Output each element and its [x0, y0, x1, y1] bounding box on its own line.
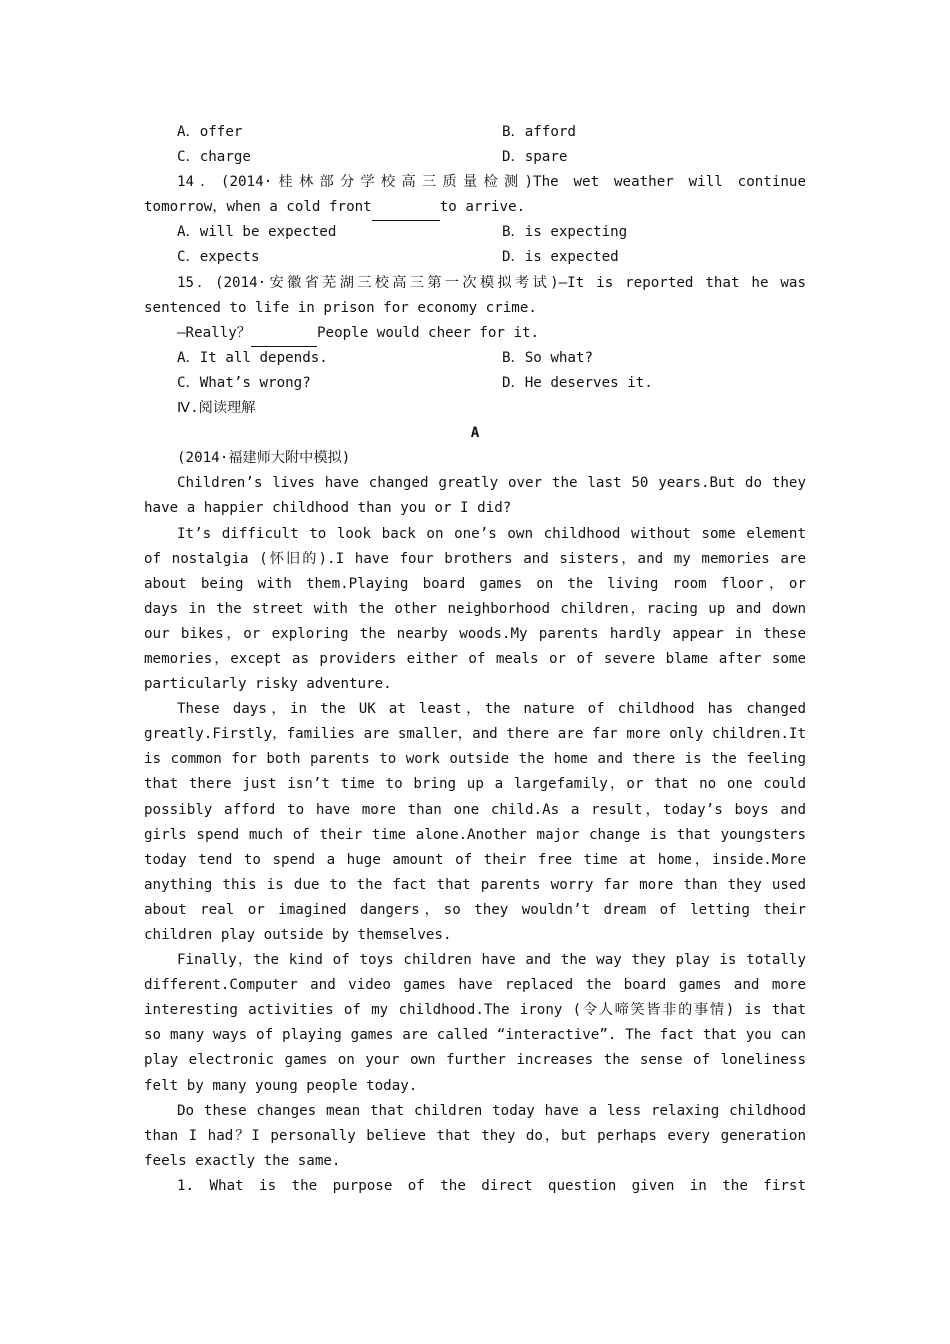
- paragraph-line: possibly afford to have more than one child.As a result，today’s boys and: [144, 801, 806, 818]
- paragraph-line: have a happier childhood than you or I did?: [144, 500, 512, 517]
- q14-options-row1: [144, 220, 806, 245]
- q15-option-d: D．He deserves it.: [502, 374, 653, 391]
- paragraph-line: different.Computer and video games have replaced the board games and more: [144, 977, 806, 994]
- q14-option-c: C．expects: [177, 249, 260, 266]
- document-page: [144, 120, 806, 1199]
- q14-option-b: B．is expecting: [502, 224, 628, 241]
- q14-stem-post: to arrive.: [439, 199, 526, 216]
- passage-paragraph: [144, 471, 806, 521]
- q15-option-a: A．It all depends.: [177, 349, 328, 366]
- q15-option-b: B．So what?: [502, 349, 594, 366]
- paragraph-line: about being with them.Playing board games on the living room floor，or: [144, 575, 806, 592]
- paragraph-line: Finally，the kind of toys children have and the way they play is totally: [177, 952, 806, 969]
- paragraph-line: particularly risky adventure.: [144, 676, 392, 693]
- paragraph-line: our bikes，or exploring the nearby woods.My parents hardly appear in these: [144, 625, 806, 642]
- q14-option-d: D．is expected: [502, 249, 619, 266]
- paragraph-line: that there just isn’t time to bring up a largefamily，or that no one could: [144, 776, 806, 793]
- passage-paragraph: [144, 522, 806, 698]
- passage-paragraph: [144, 1099, 806, 1174]
- paragraph-line: girls spend much of their time alone.Another major change is that youngsters: [144, 826, 806, 843]
- paragraph-line: play electronic games on your own further increases the sense of loneliness: [144, 1052, 806, 1069]
- q13-option-b: B．afford: [502, 124, 576, 140]
- q15-answer-blank: [251, 321, 317, 347]
- paragraph-line: than I had？I personally believe that they do，but perhaps every generation: [144, 1127, 806, 1144]
- paragraph-line: Do these changes mean that children today have a less relaxing childhood: [177, 1102, 806, 1119]
- paragraph-line: so many ways of playing games are called “interactive”. The fact that you can: [144, 1027, 806, 1044]
- q14-stem-line1: 14．(2014·桂林部分学校高三质量检测)The wet weather will continue: [177, 174, 806, 191]
- paragraph-line: anything this is due to the fact that parents worry far more than they used: [144, 876, 806, 893]
- question-1: 1. What is the purpose of the direct question given in the first: [177, 1177, 806, 1194]
- paragraph-line: memories，except as providers either of meals or of severe blame after some: [144, 650, 806, 667]
- q13-option-c: C．charge: [177, 149, 251, 166]
- paragraph-line: greatly.Firstly，families are smaller，and there are far more only children.It: [144, 726, 806, 743]
- q15-stem-line1: 15．(2014·安徽省芜湖三校高三第一次模拟考试)—It is reported that he was: [177, 274, 806, 291]
- paragraph-line: feels exactly the same.: [144, 1152, 341, 1169]
- passage-label: A: [470, 425, 480, 442]
- section-title: Ⅳ.阅读理解: [177, 400, 256, 417]
- q15-dialog-pre: —Really？: [177, 324, 251, 341]
- q15-options-row1: [144, 346, 806, 371]
- passage-paragraph: [144, 697, 806, 948]
- paragraph-line: about real or imagined dangers，so they wouldn’t dream of letting their: [144, 901, 806, 918]
- q14-option-a: A．will be expected: [177, 224, 337, 241]
- paragraph-line: today tend to spend a huge amount of their free time at home，inside.More: [144, 851, 806, 868]
- paragraph-line: It’s difficult to look back on one’s own childhood without some element: [177, 525, 806, 542]
- paragraph-line: is common for both parents to work outside the home and there is the feeling: [144, 751, 806, 768]
- q15-dialog-post: People would cheer for it.: [316, 324, 540, 341]
- q15-stem-line2: sentenced to life in prison for economy crime.: [144, 299, 537, 316]
- q13-options-row2: [144, 145, 806, 170]
- q13-option-d: D．spare: [502, 149, 568, 166]
- reading-passage: [144, 471, 806, 1174]
- q14-stem-pre: tomorrow，when a cold front: [144, 199, 372, 216]
- paragraph-line: felt by many young people today.: [144, 1077, 418, 1094]
- q14-stem-line2: [144, 195, 806, 220]
- q14-options-row2: [144, 245, 806, 270]
- paragraph-line: Children’s lives have changed greatly over the last 50 years.But do they: [177, 475, 806, 492]
- paragraph-line: of nostalgia (怀旧的).I have four brothers and sisters，and my memories are: [144, 550, 806, 567]
- passage-source: (2014·福建师大附中模拟): [177, 450, 351, 467]
- paragraph-line: days in the street with the other neighborhood children，racing up and down: [144, 600, 806, 617]
- q13-option-a: A．offer: [177, 124, 243, 140]
- q14-answer-blank: [372, 195, 440, 221]
- paragraph-line: interesting activities of my childhood.The irony (令人啼笑皆非的事情) is that: [144, 1002, 806, 1019]
- q15-option-c: C．What’s wrong?: [177, 374, 311, 391]
- q15-options-row2: [144, 371, 806, 396]
- paragraph-line: These days，in the UK at least，the nature of childhood has changed: [177, 701, 806, 718]
- q15-dialog-line: [144, 321, 806, 346]
- passage-paragraph: [144, 948, 806, 1099]
- q13-options-row1: [144, 120, 806, 145]
- paragraph-line: children play outside by themselves.: [144, 927, 452, 943]
